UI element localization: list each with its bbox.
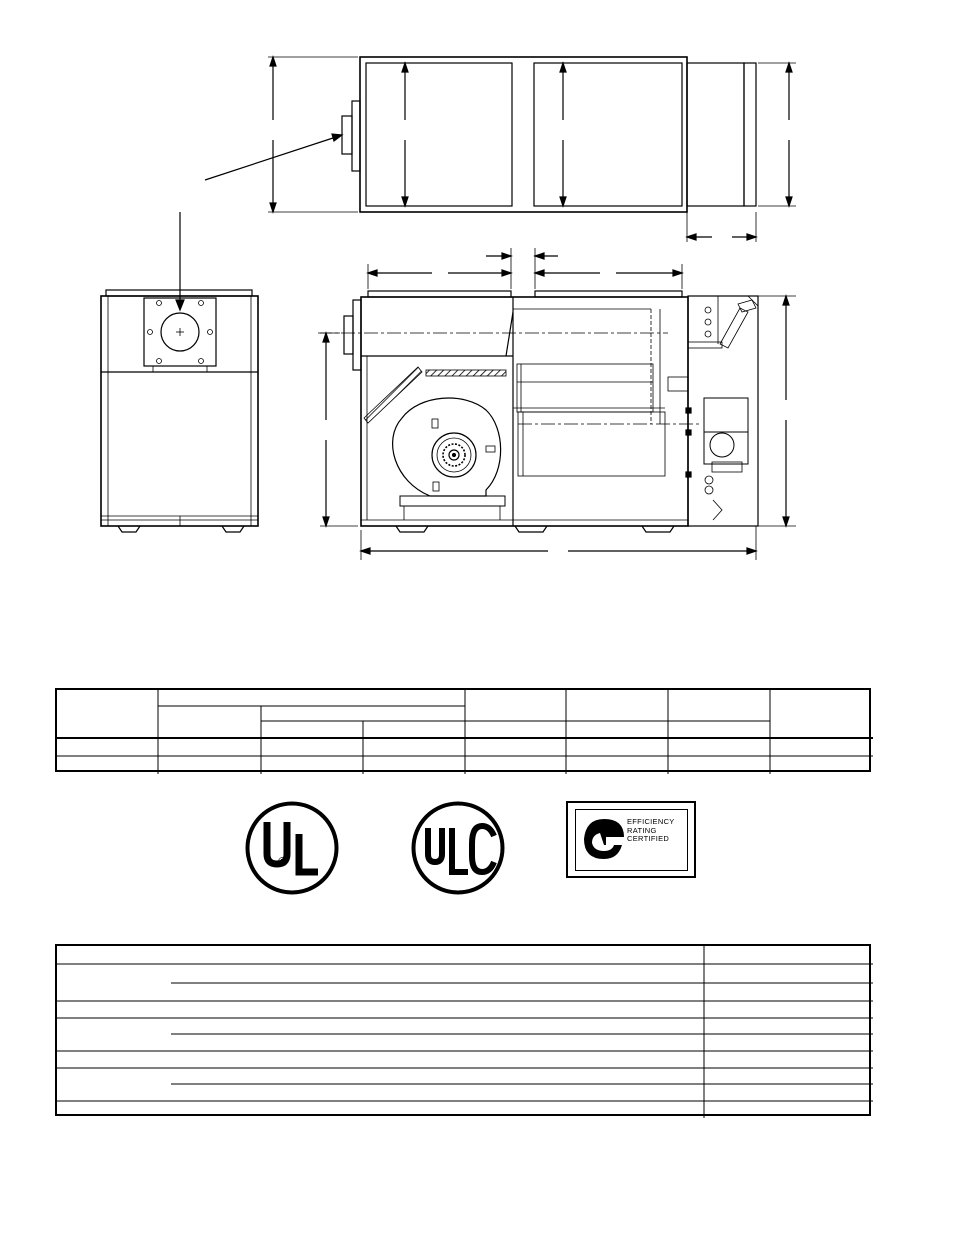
ulc-listed-logo <box>410 800 506 896</box>
efficiency-certified-text <box>627 818 675 844</box>
side-view <box>318 248 796 560</box>
registered-mark: ® <box>278 854 288 869</box>
front-view <box>101 212 258 532</box>
dimensions-table <box>55 688 871 772</box>
top-view <box>205 57 796 242</box>
efficiency-line-2: RATING <box>627 825 657 835</box>
model-description-table <box>55 944 871 1116</box>
ul-listed-logo <box>244 800 340 896</box>
efficiency-line-1: EFFICIENCY <box>627 817 675 826</box>
unit-dimension-drawing <box>0 0 954 600</box>
gama-icon <box>578 815 628 865</box>
efficiency-line-3: CERTIFIED <box>627 834 670 843</box>
